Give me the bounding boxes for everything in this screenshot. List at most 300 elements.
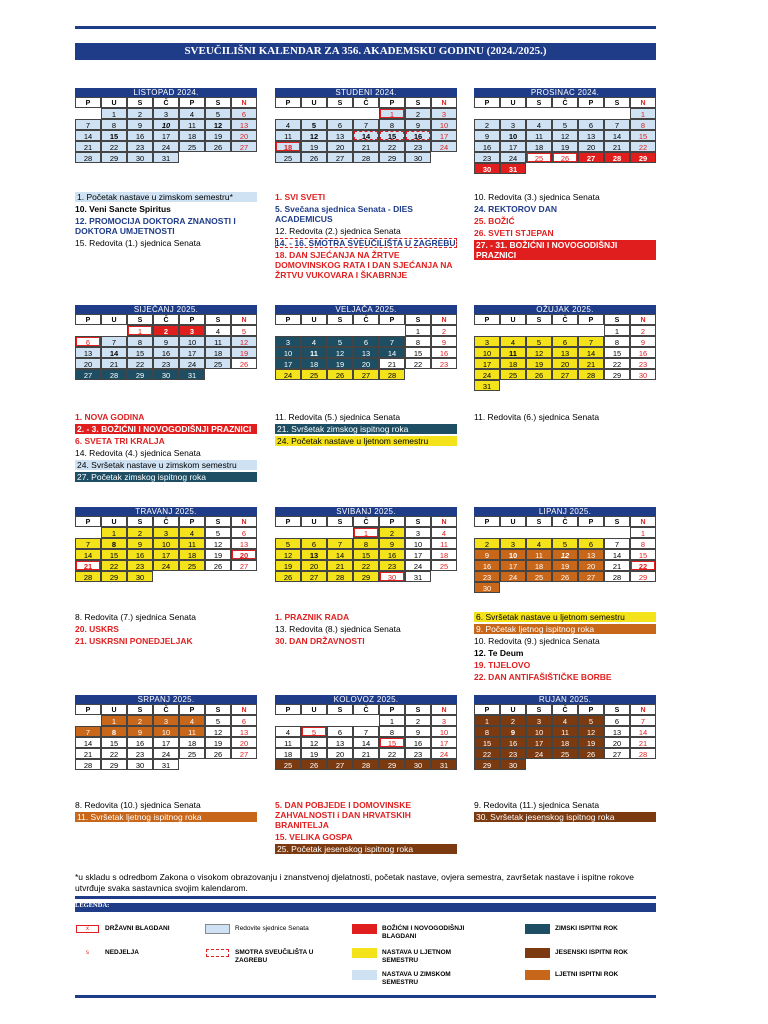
day-cell: 11 [275,130,301,141]
day-cell [552,527,578,538]
month-grid [75,516,257,582]
day-cell: 31 [153,759,179,770]
day-cell [552,325,578,336]
month-title: KOLOVOZ 2025. [275,695,457,704]
weekday-header: S [526,314,552,325]
day-cell: 24 [431,141,457,152]
day-cell: 13 [552,347,578,358]
day-cell [353,108,379,119]
month-block [75,305,257,380]
note-line: 12. Redovita (2.) sjednica Senata [275,226,401,236]
day-cell: 5 [578,715,604,726]
note-line: 1. SVI SVETI [275,192,326,202]
day-cell: 29 [101,759,127,770]
weekday-header: S [205,704,231,715]
day-cell: 15 [604,347,630,358]
weekday-header: Č [153,704,179,715]
day-cell: 20 [578,141,604,152]
day-cell: 12 [578,726,604,737]
day-cell: 25 [500,369,526,380]
note-line: 5. Svečana sjednica Senata - DIES ACADEMICUS [275,204,413,224]
month-notes [474,412,656,424]
weekday-header: S [526,516,552,527]
day-cell: 14 [353,737,379,748]
day-cell: 1 [630,108,656,119]
legend-label: ZIMSKI ISPITNI ROK [555,925,618,932]
day-cell: 7 [578,336,604,347]
day-cell: 4 [301,336,327,347]
day-cell: 25 [431,560,457,571]
day-cell: 9 [127,119,153,130]
day-cell: 12 [205,119,231,130]
day-cell: 6 [231,108,257,119]
month-block [474,507,656,593]
day-cell: 14 [75,130,101,141]
weekday-header: P [474,704,500,715]
month-block [474,88,656,174]
day-cell: 2 [405,715,431,726]
day-cell: 12 [301,737,327,748]
day-cell: 15 [101,737,127,748]
day-cell: 8 [379,119,405,130]
day-cell: 29 [379,152,405,163]
day-cell: 16 [405,737,431,748]
day-cell: 10 [526,726,552,737]
note-line: 25. BOŽIĆ [474,216,515,226]
day-cell [301,715,327,726]
day-cell: 24 [474,369,500,380]
day-cell: 14 [379,347,405,358]
day-cell: 30 [153,369,179,380]
day-cell: 13 [327,130,353,141]
legend-swatch [352,924,377,934]
weekday-header: S [405,97,431,108]
weekday-header: P [379,314,405,325]
day-cell: 10 [275,347,301,358]
day-cell: 14 [327,549,353,560]
day-cell: 24 [179,358,205,369]
day-cell: 26 [526,369,552,380]
day-cell: 1 [127,325,153,336]
day-cell: 2 [127,715,153,726]
day-cell: 4 [500,336,526,347]
day-cell: 23 [474,571,500,582]
day-cell: 15 [379,130,405,141]
day-cell: 26 [552,152,578,163]
weekday-header: P [474,314,500,325]
day-cell: 27 [327,759,353,770]
weekday-header: P [75,516,101,527]
day-cell: 27 [578,571,604,582]
day-cell: 21 [379,358,405,369]
day-cell: 4 [205,325,231,336]
day-cell: 14 [75,737,101,748]
day-cell: 6 [327,726,353,737]
weekday-header: N [231,704,257,715]
month-title: LISTOPAD 2024. [75,88,257,97]
day-cell: 26 [301,152,327,163]
note-line: 30. DAN DRŽAVNOSTI [275,636,365,646]
day-cell [301,108,327,119]
day-cell [101,325,127,336]
weekday-header: P [179,314,205,325]
note-line: 10. Redovita (3.) sjednica Senata [474,192,600,202]
day-cell: 23 [500,748,526,759]
note-line: 9. Redovita (11.) sjednica Senata [474,800,600,810]
day-cell: 20 [604,737,630,748]
day-cell: 27 [301,571,327,582]
weekday-header: P [75,314,101,325]
day-cell: 12 [231,336,257,347]
note-line: 14. - 16. SMOTRA SVEUČILIŠTA U ZAGREBU [275,238,456,248]
day-cell [301,325,327,336]
day-cell: 9 [630,336,656,347]
day-cell: 5 [327,336,353,347]
day-cell: 5 [552,538,578,549]
day-cell: 29 [353,571,379,582]
day-cell: 18 [179,549,205,560]
month-block [75,88,257,163]
day-cell: 17 [275,358,301,369]
day-cell: 21 [327,560,353,571]
day-cell [353,715,379,726]
day-cell: 6 [578,119,604,130]
day-cell [379,325,405,336]
month-block [275,88,457,163]
day-cell: 26 [205,141,231,152]
day-cell: 4 [526,538,552,549]
day-cell: 13 [231,538,257,549]
day-cell: 19 [301,748,327,759]
month-grid [474,704,656,770]
month-grid [275,704,457,770]
weekday-header: U [500,704,526,715]
legend-label: NASTAVA U LJETNOM SEMESTRU [382,949,452,964]
day-cell: 16 [500,737,526,748]
day-cell: 1 [101,715,127,726]
day-cell: 14 [353,130,379,141]
weekday-header: N [630,516,656,527]
day-cell: 19 [301,141,327,152]
day-cell: 17 [474,358,500,369]
day-cell: 14 [578,347,604,358]
day-cell: 23 [431,358,457,369]
day-cell: 24 [153,560,179,571]
weekday-header: N [231,97,257,108]
legend-swatch [352,948,377,958]
day-cell: 18 [431,549,457,560]
day-cell: 27 [578,152,604,163]
note-line: 11. Redovita (6.) sjednica Senata [474,412,600,422]
weekday-header: S [127,314,153,325]
weekday-header: P [379,516,405,527]
day-cell: 5 [205,527,231,538]
day-cell: 11 [205,336,231,347]
weekday-header: U [500,314,526,325]
day-cell: 18 [301,358,327,369]
note-line: 5. DAN POBJEDE I DOMOVINSKE ZAHVALNOSTI i DAN HRVATSKIH BRANITELJA [275,800,412,830]
day-cell [75,527,101,538]
weekday-header: N [431,314,457,325]
note-line: 6. SVETA TRI KRALJA [75,436,165,446]
day-cell: 5 [526,336,552,347]
day-cell: 23 [127,560,153,571]
day-cell: 3 [431,715,457,726]
day-cell: 13 [75,347,101,358]
weekday-header: S [327,516,353,527]
day-cell: 12 [275,549,301,560]
day-cell: 7 [75,119,101,130]
day-cell: 6 [327,119,353,130]
weekday-header: P [578,704,604,715]
month-grid [474,516,656,593]
weekday-header: S [405,314,431,325]
weekday-header: P [75,97,101,108]
note-line: 24. Početak nastave u ljetnom semestru [275,436,457,446]
weekday-header: Č [353,704,379,715]
day-cell: 23 [127,748,153,759]
legend-swatch: x [75,924,100,934]
day-cell: 18 [526,560,552,571]
day-cell: 2 [474,119,500,130]
weekday-header: U [301,314,327,325]
day-cell: 10 [153,119,179,130]
day-cell: 15 [101,549,127,560]
day-cell: 20 [353,358,379,369]
day-cell: 8 [604,336,630,347]
note-line: 2. - 3. BOŽIĆNI I NOVOGODIŠNJI PRAZNICI [75,424,257,434]
note-line: 14. Redovita (4.) sjednica Senata [75,448,201,458]
day-cell: 25 [179,141,205,152]
day-cell: 4 [179,527,205,538]
day-cell: 27 [231,560,257,571]
day-cell: 19 [552,560,578,571]
day-cell [75,108,101,119]
day-cell: 23 [630,358,656,369]
month-title: SVIBANJ 2025. [275,507,457,516]
day-cell: 28 [75,759,101,770]
day-cell: 19 [526,358,552,369]
day-cell [327,108,353,119]
day-cell: 1 [353,527,379,538]
day-cell: 27 [604,748,630,759]
day-cell: 30 [630,369,656,380]
day-cell: 10 [153,726,179,737]
day-cell: 22 [353,560,379,571]
month-title: SRPANJ 2025. [75,695,257,704]
day-cell [500,325,526,336]
day-cell: 8 [101,538,127,549]
weekday-header: S [405,704,431,715]
day-cell: 22 [630,560,656,571]
day-cell: 2 [405,108,431,119]
day-cell: 5 [301,119,327,130]
day-cell: 15 [379,737,405,748]
day-cell: 14 [604,549,630,560]
day-cell [327,527,353,538]
top-rule [75,26,656,29]
weekday-header: P [578,97,604,108]
day-cell: 16 [379,549,405,560]
day-cell: 2 [379,527,405,538]
day-cell: 13 [578,130,604,141]
day-cell: 29 [101,152,127,163]
day-cell: 12 [327,347,353,358]
day-cell: 19 [205,737,231,748]
day-cell: 3 [275,336,301,347]
day-cell: 13 [578,549,604,560]
month-block [275,507,457,582]
weekday-header: P [578,314,604,325]
note-line: 13. Redovita (8.) sjednica Senata [275,624,401,634]
day-cell: 16 [153,347,179,358]
day-cell: 25 [275,152,301,163]
bottom-rule [75,995,656,998]
day-cell: 30 [405,759,431,770]
day-cell: 29 [630,152,656,163]
day-cell: 31 [500,163,526,174]
day-cell: 18 [179,737,205,748]
weekday-header: P [275,97,301,108]
weekday-header: P [179,516,205,527]
weekday-header: S [327,97,353,108]
day-cell: 18 [500,358,526,369]
day-cell: 21 [604,560,630,571]
day-cell: 21 [75,748,101,759]
day-cell: 28 [578,369,604,380]
day-cell: 17 [153,549,179,560]
day-cell: 3 [153,108,179,119]
month-grid [474,314,656,391]
day-cell: 23 [405,141,431,152]
day-cell: 17 [153,737,179,748]
day-cell: 27 [327,152,353,163]
weekday-header: S [604,704,630,715]
note-line: 9. Početak ljetnog ispitnog roka [474,624,656,634]
day-cell: 16 [127,130,153,141]
weekday-header: S [205,516,231,527]
day-cell: 24 [500,152,526,163]
note-line: 25. Početak jesenskog ispitnog roka [275,844,457,854]
day-cell: 9 [405,726,431,737]
day-cell: 22 [101,141,127,152]
day-cell: 29 [127,369,153,380]
day-cell: 20 [231,737,257,748]
weekday-header: P [179,704,205,715]
day-cell: 26 [275,571,301,582]
day-cell: 28 [75,152,101,163]
day-cell: 28 [327,571,353,582]
day-cell [500,108,526,119]
day-cell: 3 [405,527,431,538]
weekday-header: S [526,97,552,108]
day-cell: 2 [630,325,656,336]
day-cell: 21 [353,141,379,152]
note-line: 21. USKRSNI PONEDJELJAK [75,636,193,646]
weekday-header: P [379,97,405,108]
note-line: 22. DAN ANTIFAŠIŠTIČKE BORBE [474,672,612,682]
weekday-header: S [127,704,153,715]
weekday-header: U [101,516,127,527]
month-block [474,305,656,391]
weekday-header: P [179,97,205,108]
weekday-header: Č [153,314,179,325]
day-cell [474,527,500,538]
note-line: 18. DAN SJEĆANJA NA ŽRTVE DOMOVINSKOG RATA I DAN SJEĆANJA NA ŽRTVU VUKOVARA I ŠKABRNJE [275,250,453,280]
day-cell [327,715,353,726]
weekday-header: Č [353,516,379,527]
day-cell: 17 [153,130,179,141]
day-cell: 12 [552,130,578,141]
weekday-header: U [500,516,526,527]
month-notes [275,192,457,282]
day-cell: 1 [101,527,127,538]
day-cell: 19 [578,737,604,748]
day-cell: 19 [552,141,578,152]
day-cell: 6 [231,527,257,538]
day-cell [578,108,604,119]
day-cell: 24 [431,748,457,759]
day-cell: 20 [231,549,257,560]
day-cell: 4 [275,119,301,130]
day-cell: 18 [526,141,552,152]
day-cell: 28 [379,369,405,380]
note-line: 20. USKRS [75,624,119,634]
note-line: 24. Svršetak nastave u zimskom semestru [75,460,257,470]
weekday-header: Č [552,97,578,108]
day-cell: 7 [353,726,379,737]
note-line: 19. TIJELOVO [474,660,531,670]
legend-title: LEGENDA: [75,902,110,909]
day-cell: 17 [405,549,431,560]
day-cell: 12 [205,726,231,737]
weekday-header: P [275,516,301,527]
note-line: 8. Redovita (7.) sjednica Senata [75,612,196,622]
day-cell: 7 [353,119,379,130]
day-cell: 22 [474,748,500,759]
note-line: 15. Redovita (1.) sjednica Senata [75,238,201,248]
day-cell: 11 [552,726,578,737]
day-cell: 13 [327,737,353,748]
day-cell: 30 [127,571,153,582]
month-grid [275,516,457,582]
day-cell: 16 [127,549,153,560]
day-cell: 4 [552,715,578,726]
day-cell: 3 [500,119,526,130]
day-cell: 11 [500,347,526,358]
weekday-header: S [327,314,353,325]
note-line: 1. NOVA GODINA [75,412,145,422]
month-title: RUJAN 2025. [474,695,656,704]
legend-swatch [525,970,550,980]
day-cell: 11 [526,130,552,141]
weekday-header: U [301,97,327,108]
day-cell: 25 [179,748,205,759]
day-cell: 30 [379,571,405,582]
day-cell: 2 [431,325,457,336]
weekday-header: P [379,704,405,715]
day-cell: 5 [301,726,327,737]
weekday-header: S [127,97,153,108]
day-cell: 29 [604,369,630,380]
day-cell: 22 [127,358,153,369]
day-cell: 24 [153,141,179,152]
day-cell: 18 [552,737,578,748]
day-cell: 23 [474,152,500,163]
day-cell: 26 [578,748,604,759]
day-cell: 9 [431,336,457,347]
month-notes [474,192,656,262]
